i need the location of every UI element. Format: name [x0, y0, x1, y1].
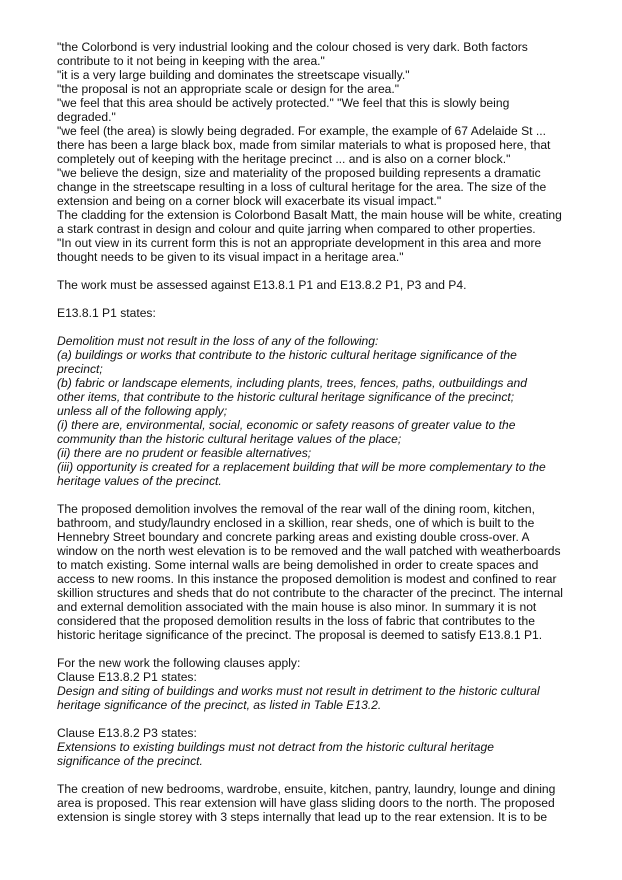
- clause-line: (iii) opportunity is created for a replacement building that will be more complementary to the: [57, 460, 546, 474]
- paragraph-line: The proposed demolition involves the removal of the rear wall of the dining room, kitchen,: [57, 502, 535, 516]
- extension-paragraph: [57, 782, 572, 824]
- paragraph-line: to match existing. Some internal walls are being demolished in order to create spaces and: [57, 558, 539, 572]
- paragraph-line: area is proposed. This rear extension will have glass sliding doors to the north. The proposed: [57, 796, 555, 810]
- quote-line: a stark contrast in design and colour and quite jarring when compared to other properties.: [57, 222, 536, 236]
- quote-line: degraded.": [57, 110, 116, 124]
- paragraph-line: The creation of new bedrooms, wardrobe, ensuite, kitchen, pantry, laundry, lounge and dining: [57, 782, 556, 796]
- document-page: [57, 40, 572, 824]
- quote-line: extension and being on a corner block will exacerbate its visual impact.": [57, 194, 442, 208]
- paragraph-line: window on the north west elevation is to be removed and the wall patched with weatherboards: [57, 544, 561, 558]
- quote-line: "it is a very large building and dominates the streetscape visually.": [57, 68, 410, 82]
- paragraph-gap: [57, 768, 572, 782]
- clause-line: (b) fabric or landscape elements, including plants, trees, fences, paths, outbuildings and: [57, 376, 527, 390]
- paragraph-gap: [57, 292, 572, 306]
- quote-line: "we feel (the area) is slowly being degraded. For example, the example of 67 Adelaide St ...: [57, 124, 546, 138]
- clause-line: (ii) there are no prudent or feasible alternatives;: [57, 446, 312, 460]
- paragraph-line: access to new rooms. In this instance the proposed demolition is modest and confined to rear: [57, 572, 557, 586]
- clause-line: significance of the precinct.: [57, 754, 203, 768]
- clause-text-p3: [57, 740, 572, 768]
- paragraph-line: and external demolition associated with the main house is also minor. In summary it is not: [57, 600, 537, 614]
- paragraph-gap: [57, 712, 572, 726]
- clause-heading-p1: Clause E13.8.2 P1 states:: [57, 670, 197, 684]
- quote-line: "we feel that this area should be actively protected." "We feel that this is slowly being: [57, 96, 510, 110]
- clause-heading-e1381: E13.8.1 P1 states:: [57, 306, 156, 320]
- paragraph-gap: [57, 642, 572, 656]
- quote-line: "the proposal is not an appropriate scale or design for the area.": [57, 82, 400, 96]
- paragraph-line: extension is single storey with 3 steps internally that lead up to the rear extension. It is to be: [57, 810, 548, 824]
- quote-line: "we believe the design, size and materiality of the proposed building represents a dramatic: [57, 166, 541, 180]
- quote-line: completely out of keeping with the heritage precinct ... and is also on a corner block.": [57, 152, 511, 166]
- quote-line: thought needs to be given to its visual impact in a heritage area.": [57, 250, 404, 264]
- quote-line: "In out view in its current form this is not an appropriate development in this area and more: [57, 236, 542, 250]
- clause-line: Design and siting of buildings and works must not result in detriment to the historic cultural: [57, 684, 540, 698]
- clause-text-e1381: [57, 334, 572, 488]
- quote-line: change in the streetscape resulting in a loss of cultural heritage for the area. The size of the: [57, 180, 547, 194]
- quote-line: The cladding for the extension is Colorbond Basalt Matt, the main house will be white, creating: [57, 208, 562, 222]
- clause-heading-p3: Clause E13.8.2 P3 states:: [57, 726, 197, 740]
- assessment-statement: The work must be assessed against E13.8.1 P1 and E13.8.2 P1, P3 and P4.: [57, 278, 467, 292]
- new-work-intro: For the new work the following clauses apply:: [57, 656, 301, 670]
- paragraph-line: bathroom, and study/laundry enclosed in a skillion, rear sheds, one of which is built to the: [57, 516, 535, 530]
- quote-line: contribute to it not being in keeping with the area.": [57, 54, 325, 68]
- paragraph-gap: [57, 264, 572, 278]
- submission-quotes: [57, 40, 572, 264]
- clause-line: heritage values of the precinct.: [57, 474, 222, 488]
- clause-line: (a) buildings or works that contribute to the historic cultural heritage significance of the: [57, 348, 517, 362]
- clause-line: heritage significance of the precinct, as listed in Table E13.2.: [57, 698, 382, 712]
- clause-line: precinct;: [57, 362, 103, 376]
- paragraph-line: skillion structures and sheds that do not contribute to the character of the precinct. The internal: [57, 586, 563, 600]
- paragraph-line: considered that the proposed demolition results in the loss of fabric that contributes to the: [57, 614, 535, 628]
- clause-line: unless all of the following apply;: [57, 404, 228, 418]
- paragraph-line: Hennebry Street boundary and concrete parking areas and existing double cross-over. A: [57, 530, 530, 544]
- demolition-paragraph: [57, 502, 572, 642]
- clause-line: other items, that contribute to the historic cultural heritage significance of the precinct;: [57, 390, 515, 404]
- paragraph-gap: [57, 488, 572, 502]
- paragraph-line: historic heritage significance of the precinct. The proposal is deemed to satisfy E13.8.1 P1.: [57, 628, 543, 642]
- quote-line: there has been a large black box, made from similar materials to what is proposed here, that: [57, 138, 551, 152]
- quote-line: "the Colorbond is very industrial looking and the colour chosed is very dark. Both factors: [57, 40, 528, 54]
- clause-text-p1: [57, 684, 572, 712]
- clause-line: community than the historic cultural heritage values of the place;: [57, 432, 402, 446]
- clause-line: Extensions to existing buildings must not detract from the historic cultural heritage: [57, 740, 494, 754]
- clause-line: (i) there are, environmental, social, economic or safety reasons of greater value to the: [57, 418, 516, 432]
- paragraph-gap: [57, 320, 572, 334]
- clause-line: Demolition must not result in the loss of any of the following:: [57, 334, 379, 348]
